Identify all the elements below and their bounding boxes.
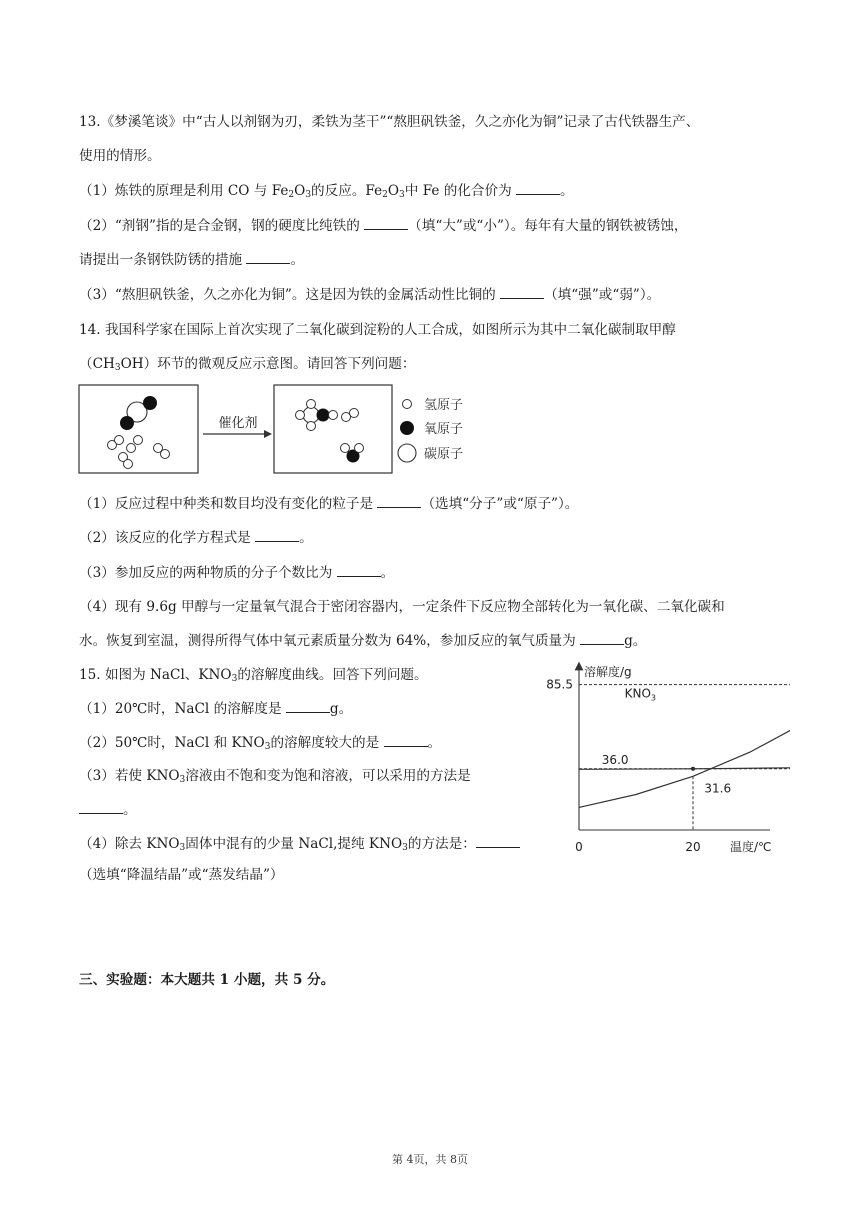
legend-hydrogen-icon <box>403 400 412 409</box>
q14-p4-text: g。 <box>624 633 647 649</box>
q15-p2-text: （2）50℃时，NaCl 和 KNO <box>79 735 265 751</box>
subscript: 3 <box>402 843 408 853</box>
q14-part1 <box>79 495 578 513</box>
catalyst-label: 催化剂 <box>218 416 258 431</box>
kno3-label: $KNO_3$ <box>624 686 656 703</box>
q15-p2-text: 。 <box>427 735 442 751</box>
subscript: 3 <box>264 742 271 752</box>
q14-part4 <box>79 598 725 616</box>
q15-part1 <box>79 700 352 718</box>
section3-text: 分。 <box>302 972 335 988</box>
answer-blank[interactable] <box>255 529 299 542</box>
q14-part4-cont <box>79 632 646 650</box>
q13-p1-text: O <box>294 183 306 199</box>
reaction-diagram <box>78 384 478 476</box>
y-label-85-5: 85.5 <box>546 677 573 692</box>
q15-p4-text: 固体中混有的少量 NaCl,提纯 KNO <box>185 836 403 852</box>
q15-stem-text: 的溶解度曲线。回答下列问题。 <box>237 667 428 683</box>
subscript: 3 <box>399 190 405 200</box>
arrow-head <box>264 430 272 438</box>
q13-part3 <box>79 286 660 304</box>
q14-p3-text: （3）参加反应的两种物质的分子个数比为 <box>79 565 333 581</box>
answer-blank[interactable] <box>476 835 520 848</box>
q14-stem-text: （CH <box>79 356 115 372</box>
q14-p4-text: （4）现有 9.6g 甲醇与一定量氧气混合于密闭容器内，一定条件下反应物全部转化为一氧化碳、二氧化碳和 <box>79 599 725 615</box>
q13-stem-cont <box>79 147 161 165</box>
q14-p1-text: （选填“分子”或“原子”）。 <box>421 496 579 512</box>
q15-part4 <box>79 835 520 857</box>
y-axis-label: 溶解度/g <box>584 665 632 679</box>
q13-p2-text: 。 <box>290 252 305 268</box>
answer-blank[interactable] <box>246 251 290 264</box>
hydrogen-atom <box>115 436 124 445</box>
answer-blank[interactable] <box>79 801 123 814</box>
section3-text: 小题，共 <box>229 972 293 988</box>
q13-part2 <box>79 217 687 235</box>
subscript: 3 <box>179 843 186 853</box>
q14-p1-text: （1）反应过程中种类和数目均没有变化的粒子是 <box>79 496 374 512</box>
section3-points: 5 <box>292 972 303 988</box>
answer-blank[interactable] <box>337 564 381 577</box>
q13-p2-text: （填“大”或“小”）。每年有大量的钢铁被锈蚀， <box>408 218 688 234</box>
y-label-36-0: 36.0 <box>601 752 629 767</box>
q14-stem <box>79 321 676 339</box>
q15-p2-text: 的溶解度较大的是 <box>270 735 380 751</box>
q14-part2 <box>79 529 313 547</box>
answer-blank[interactable] <box>384 734 428 747</box>
q13-p2-text: 请提出一条钢铁防锈的措施 <box>79 252 243 268</box>
q15-part3 <box>79 767 471 789</box>
subscript: 3 <box>231 674 238 684</box>
answer-blank[interactable] <box>286 700 330 713</box>
hydrogen-atom <box>355 444 364 453</box>
oxygen-atom <box>120 416 134 430</box>
q13-p1-text: O <box>387 183 400 199</box>
q15-p1-text: g。 <box>329 701 353 717</box>
q13-p1-text: 中 Fe 的化合价为 <box>404 183 512 199</box>
q14-p4-text: 水。恢复到室温，测得所得气体中氧元素质量分数为 64%，参加反应的氧气质量为 <box>79 633 576 649</box>
q15-p3-text: 。 <box>123 802 137 818</box>
hydrogen-atom <box>134 436 143 445</box>
q13-stem-text-2: 使用的情形。 <box>79 148 161 164</box>
hydrogen-atom <box>296 411 305 420</box>
y-label-31-6: 31.6 <box>704 781 732 796</box>
x-axis-label: 温度/℃ <box>730 840 772 854</box>
subscript: 3 <box>179 775 186 785</box>
legend-carbon-label: 碳原子 <box>424 447 464 462</box>
q15-part2 <box>79 734 441 756</box>
section3-heading <box>79 971 334 989</box>
q14-p2-text: 。 <box>299 530 313 546</box>
q13-p1-text: 。 <box>560 183 574 199</box>
legend-oxygen-label: 氧原子 <box>424 422 464 437</box>
x-tick-0: 0 <box>575 840 583 854</box>
subscript: 2 <box>288 190 295 200</box>
q13-p1-text: （1）炼铁的原理是利用 CO 与 Fe <box>79 183 289 199</box>
page-footer: 第 4页，共 8页 <box>392 1153 468 1166</box>
q13-part1 <box>79 182 574 204</box>
q13-p2-text: （2）“剂钢”指的是合金钢，钢的硬度比纯铁的 <box>79 218 360 234</box>
q13-stem-text: 13.《梦溪笔谈》中“古人以剂钢为刃，柔铁为茎干”“熬胆矾铁釜，久之亦化为铜”记录了古代铁器生产、 <box>79 114 700 130</box>
q13-stem <box>79 113 699 131</box>
q13-p3-text: （3）“熬胆矾铁釜，久之亦化为铜”。这是因为铁的金属活动性比铜的 <box>79 287 496 303</box>
q15-part4-cont <box>79 866 284 884</box>
q14-stem-text: OH）环节的微观反应示意图。请回答下列问题： <box>120 356 416 372</box>
oxygen-atom <box>143 396 157 410</box>
legend-hydrogen-label: 氢原子 <box>424 398 464 413</box>
subscript: 3 <box>114 363 121 373</box>
answer-blank[interactable] <box>377 495 421 508</box>
answer-blank[interactable] <box>364 217 408 230</box>
q13-part2-cont <box>79 251 304 269</box>
section3-text: 三、实验题：本大题共 <box>79 972 220 988</box>
product-box <box>274 385 392 473</box>
kno3-curve <box>579 674 790 808</box>
q14-stem-cont <box>79 355 415 377</box>
reactant-box <box>79 385 198 473</box>
hydrogen-atom <box>350 409 359 418</box>
subscript: 3 <box>305 190 312 200</box>
q14-part3 <box>79 564 394 582</box>
hydrogen-atom <box>307 400 316 409</box>
q15-part3-cont <box>79 801 137 819</box>
x-tick-20: 20 <box>685 840 701 854</box>
subscript: 2 <box>382 190 388 200</box>
q15-p3-text: 溶液由不饱和变为饱和溶液，可以采用的方法是 <box>185 768 471 784</box>
q15-p4-text: （选填“降温结晶”或“蒸发结晶”） <box>79 867 284 883</box>
hydrogen-atom <box>127 444 136 453</box>
q15-stem-text: 15. 如图为 NaCl、KNO <box>79 667 232 683</box>
q15-p4-text: 的方法是： <box>407 836 476 852</box>
answer-blank[interactable] <box>580 632 624 645</box>
q15-p1-text: （1）20℃时，NaCl 的溶解度是 <box>79 701 282 717</box>
solubility-chart <box>540 660 790 860</box>
q14-p2-text: （2）该反应的化学方程式是 <box>79 530 251 546</box>
hydrogen-atom <box>341 444 350 453</box>
q15-p4-text: （4）除去 KNO <box>79 836 180 852</box>
hydrogen-atom <box>124 460 133 469</box>
q14-stem-text: 14. 我国科学家在国际上首次实现了二氧化碳到淀粉的人工合成，如图所示为其中二氧化碳制取甲醇 <box>79 322 676 338</box>
legend-oxygen-icon <box>400 421 414 435</box>
hydrogen-atom <box>307 422 316 431</box>
hydrogen-atom <box>161 450 170 459</box>
q15-stem <box>79 666 428 688</box>
answer-blank[interactable] <box>516 182 560 195</box>
hydrogen-atom <box>329 411 338 420</box>
q15-p3-text: （3）若使 KNO <box>79 768 180 784</box>
section3-count: 1 <box>219 972 230 988</box>
answer-blank[interactable] <box>500 286 544 299</box>
legend-carbon-icon <box>398 444 416 462</box>
oxygen-atom <box>317 409 330 422</box>
q14-p3-text: 。 <box>380 565 395 581</box>
q13-p1-text: 的反应。Fe <box>311 183 383 199</box>
q13-p3-text: （填“强”或“弱”）。 <box>544 287 661 303</box>
